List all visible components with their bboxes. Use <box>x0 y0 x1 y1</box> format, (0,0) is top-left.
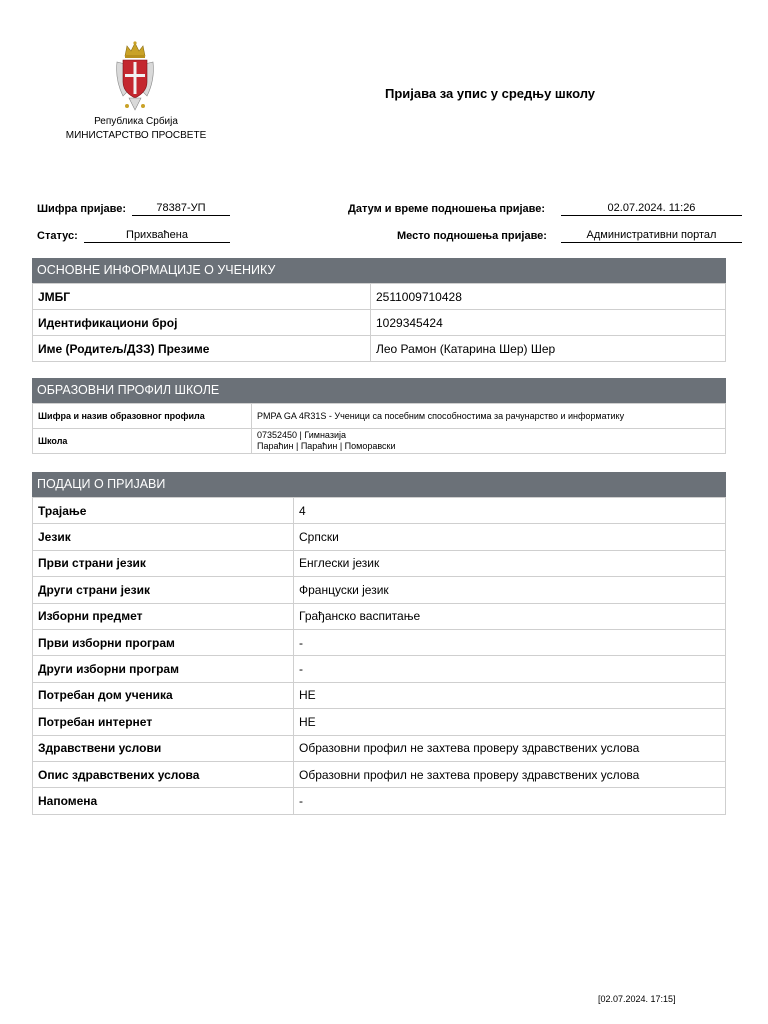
field-label: Други страни језик <box>33 577 294 603</box>
submission-datetime-label: Датум и време подношења пријаве: <box>348 203 546 215</box>
field-label: Трајање <box>33 498 294 524</box>
table-row <box>33 284 726 310</box>
school-profile-heading: ОБРАЗОВНИ ПРОФИЛ ШКОЛЕ <box>32 378 726 403</box>
field-value: 2511009710428 <box>371 284 726 310</box>
school-location: Параћин | Параћин | Поморавски <box>257 441 396 451</box>
field-label: Напомена <box>33 788 294 814</box>
field-label: Потребан дом ученика <box>33 682 294 708</box>
field-value: Грађанско васпитање <box>294 603 726 629</box>
table-row <box>33 524 726 550</box>
field-value: Образовни профил не захтева проверу здравствених услова <box>294 735 726 761</box>
field-label: Први изборни програм <box>33 629 294 655</box>
field-value <box>252 429 726 454</box>
field-value: Енглески језик <box>294 550 726 576</box>
table-row <box>33 429 726 454</box>
coat-of-arms-icon <box>113 40 157 116</box>
table-row <box>33 709 726 735</box>
table-row <box>33 550 726 576</box>
status-label: Статус: <box>37 230 78 242</box>
field-value: Образовни профил не захтева проверу здравствених услова <box>294 761 726 787</box>
field-label: Изборни предмет <box>33 603 294 629</box>
table-row <box>33 788 726 814</box>
table-row <box>33 656 726 682</box>
application-code-label: Шифра пријаве: <box>37 203 127 215</box>
field-label: Име (Родитељ/ДЗЗ) Презиме <box>33 336 371 362</box>
field-value: Лео Рамон (Катарина Шер) Шер <box>371 336 726 362</box>
field-value: Српски <box>294 524 726 550</box>
field-value: - <box>294 656 726 682</box>
field-label: ЈМБГ <box>33 284 371 310</box>
application-data-section <box>32 472 726 815</box>
table-row <box>33 577 726 603</box>
field-value: НЕ <box>294 682 726 708</box>
status-value: Прихваћена <box>84 228 230 243</box>
field-value: 4 <box>294 498 726 524</box>
field-label: Потребан интернет <box>33 709 294 735</box>
field-value: PMPA GA 4R31S - Ученици са посебним способностима за рачунарство и информатику <box>252 404 726 429</box>
table-row <box>33 761 726 787</box>
field-label: Опис здравствених услова <box>33 761 294 787</box>
field-label: Први страни језик <box>33 550 294 576</box>
table-row <box>33 498 726 524</box>
page-title: Пријава за упис у средњу школу <box>384 86 596 101</box>
field-value: - <box>294 629 726 655</box>
table-row <box>33 682 726 708</box>
application-data-heading: ПОДАЦИ О ПРИЈАВИ <box>32 472 726 497</box>
application-code-value: 78387-УП <box>132 201 230 216</box>
field-label: Школа <box>33 429 252 454</box>
school-code-name: 07352450 | Гимназија <box>257 430 346 440</box>
submission-place-label: Место подношења пријаве: <box>397 230 547 242</box>
student-info-heading: ОСНОВНЕ ИНФОРМАЦИЈЕ О УЧЕНИКУ <box>32 258 726 283</box>
table-row <box>33 603 726 629</box>
field-label: Шифра и назив образовног профила <box>33 404 252 429</box>
field-label: Језик <box>33 524 294 550</box>
field-value: - <box>294 788 726 814</box>
student-info-section <box>32 258 726 362</box>
print-timestamp: [02.07.2024. 17:15] <box>598 994 676 1004</box>
table-row <box>33 735 726 761</box>
table-row <box>33 336 726 362</box>
table-row <box>33 404 726 429</box>
field-value: НЕ <box>294 709 726 735</box>
table-row <box>33 310 726 336</box>
school-profile-section <box>32 378 726 454</box>
field-value: 1029345424 <box>371 310 726 336</box>
submission-datetime-value: 02.07.2024. 11:26 <box>561 201 742 216</box>
table-row <box>33 629 726 655</box>
field-label: Здравствени услови <box>33 735 294 761</box>
field-value: Француски језик <box>294 577 726 603</box>
org-line-2: МИНИСТАРСТВО ПРОСВЕТЕ <box>65 130 207 141</box>
submission-place-value: Административни портал <box>561 228 742 243</box>
field-label: Други изборни програм <box>33 656 294 682</box>
field-label: Идентификациони број <box>33 310 371 336</box>
org-line-1: Република Србија <box>94 116 178 127</box>
